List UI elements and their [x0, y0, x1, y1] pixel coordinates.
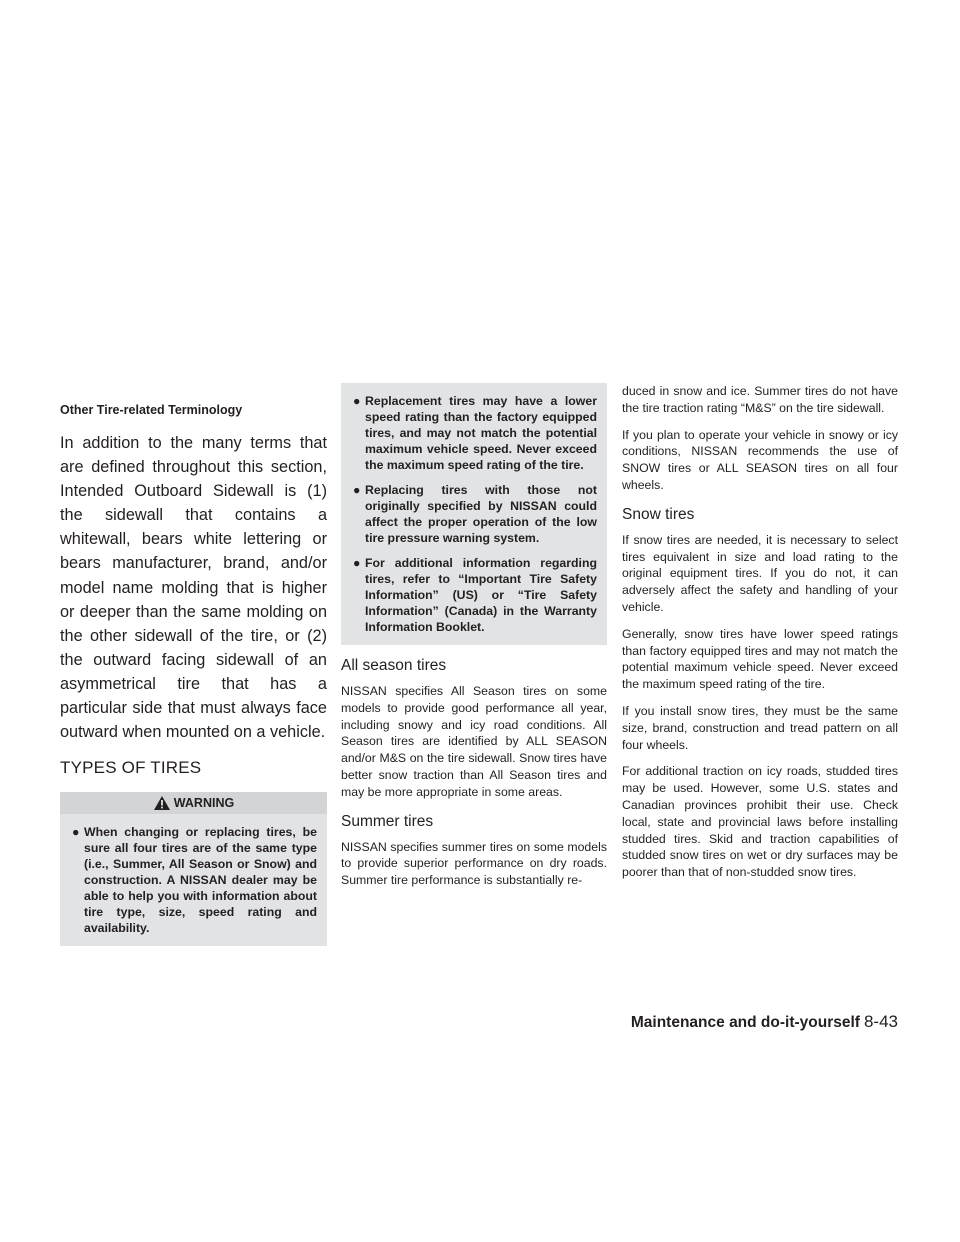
warning-item — [72, 824, 317, 936]
warning-item — [353, 482, 597, 546]
heading-summer-tires: Summer tires — [341, 812, 434, 830]
bullet-icon: ● — [72, 825, 80, 840]
warning-item-text: Replacement tires may have a lower speed rating than the factory equipped tires, and may not match the potential maximum vehicle speed. Never exceed the maximum speed rating of the tire. — [365, 394, 597, 472]
warning-item-text: For additional information regarding tires, refer to “Important Tire Safety Information” (US) or “Tire Safety Information” (Canada) in the Warranty Information Booklet. — [365, 556, 597, 634]
summer-continued-paragraph: duced in snow and ice. Summer tires do not have the tire traction rating “M&S” on the tire sidewall. — [622, 384, 898, 415]
snow-paragraph: If you install snow tires, they must be the same size, brand, construction and tread pattern on all four wheels. — [622, 703, 898, 752]
warning-item — [353, 393, 597, 473]
footer-section-title: Maintenance and do-it-yourself — [630, 1014, 860, 1031]
snow-paragraph: Generally, snow tires have lower speed ratings than factory equipped tires and may not match the potential maximum vehicle speed. Never exceed the maximum speed rating of the tire. — [622, 626, 898, 692]
column-2 — [341, 383, 607, 899]
warning-header — [60, 792, 327, 814]
snow-paragraph: If snow tires are needed, it is necessary to select tires equivalent in size and load rating to the original equipment tires. If you do not, it can adversely affect the safety and handling of your vehicle. — [622, 532, 898, 614]
heading-all-season-tires: All season tires — [341, 657, 447, 674]
warning-item-text: Replacing tires with those not originally specified by NISSAN could affect the proper operation of the low tire pressure warning system. — [365, 483, 597, 545]
bullet-icon: ● — [353, 556, 361, 570]
column-1 — [60, 403, 327, 946]
warning-triangle-icon — [153, 795, 171, 811]
warning-box-1 — [60, 792, 327, 946]
subhead-terminology: Other Tire-related Terminology — [60, 403, 243, 417]
page-number: 8-43 — [863, 1012, 898, 1031]
warning-title: WARNING — [173, 796, 235, 811]
column-3 — [622, 383, 898, 891]
heading-snow-tires: Snow tires — [622, 505, 695, 523]
section-title-types-of-tires: TYPES OF TIRES — [60, 758, 202, 778]
bullet-icon: ● — [353, 394, 361, 408]
intro-paragraph: In addition to the many terms that are defined throughout this section, Intended Outboard Sidewall is (1) the sidewall that contains a whitewall, bears white lettering or bears manufacturer, brand, and/or model name molding that is higher or deeper than the same molding on the other sidewall of the tire, or (2) the outward facing sidewall of an asymmetrical tire that has a particular side that must always face outward when mounted on a vehicle. — [60, 434, 327, 742]
all-season-paragraph: NISSAN specifies All Season tires on some models to provide good performance all year, including snowy and icy road conditions. All Season tires are identified by ALL SEASON and/or M&S on the tire sidewall. Snow tires have better snow traction than All Season tires and may be more appropriate in some areas. — [341, 684, 607, 799]
summer-paragraph-2: If you plan to operate your vehicle in snowy or icy conditions, NISSAN recommends the use of SNOW tires or ALL SEASON tires on all four wheels. — [622, 427, 898, 492]
warning-box-2 — [341, 383, 607, 645]
bullet-icon: ● — [353, 483, 361, 497]
page-footer — [631, 1012, 898, 1032]
snow-paragraph: For additional traction on icy roads, studded tires may be used. However, some U.S. states and Canadian provinces prohibit their use. Check local, state and provincial laws before installing studded tires. Skid and traction capabilities of studded snow tires on wet or dry surfaces may be poorer than that of non-studded snow tires. — [622, 764, 898, 880]
warning-item — [353, 555, 597, 635]
warning-item-text: When changing or replacing tires, be sure all four tires are of the same type (i.e., Summer, All Season or Snow) and construction. A NISSAN dealer may be able to help you with information about tire type, size, speed rating and availability. — [84, 825, 317, 936]
summer-paragraph: NISSAN specifies summer tires on some models to provide superior performance on dry roads. Summer tire performance is substantially re- — [341, 839, 607, 888]
